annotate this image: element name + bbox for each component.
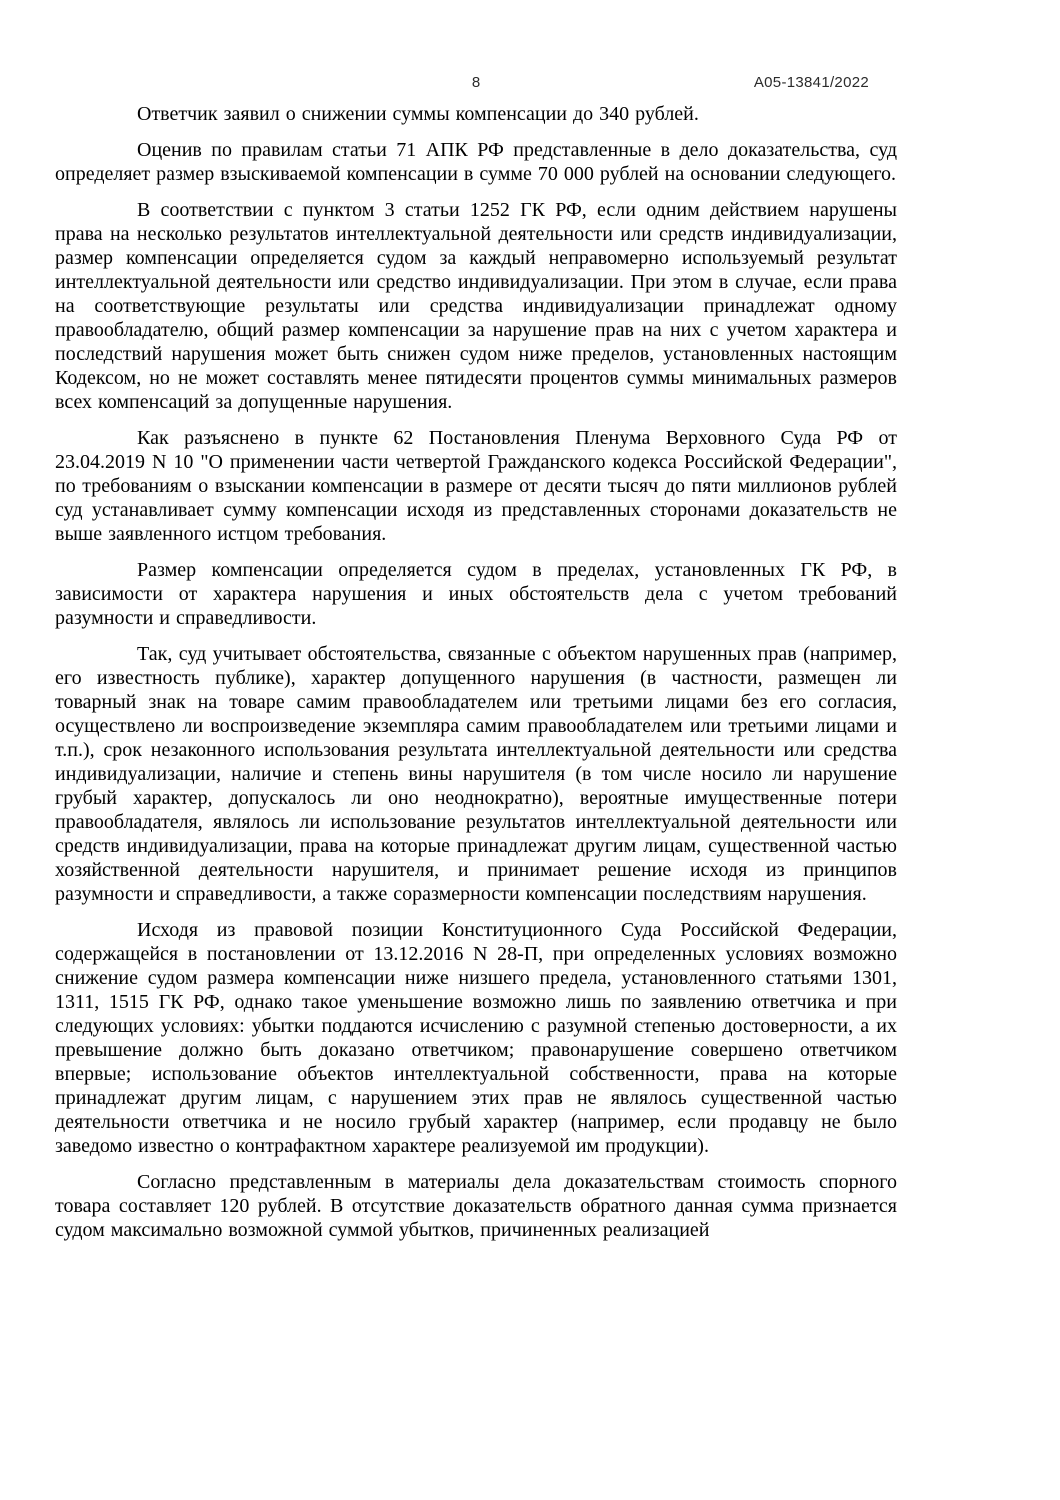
page-number: 8 [471,74,481,91]
paragraph-compensation-limits: Размер компенсации определяется судом в пределах, установленных ГК РФ, в зависимости от характера нарушения и иных обстоятельств дела с учетом требований разумности и справедливости. [55,559,897,629]
page-header [55,72,897,94]
paragraph-goods-cost: Согласно представленным в материалы дела доказательствам стоимость спорного товара составляет 120 рублей. В отсутствие доказательств обратного данная сумма признается судом максимально возможной суммой убытков, причиненных реализацией [55,1171,897,1241]
document-body [55,102,897,1254]
paragraph-plenum-resolution-62: Как разъяснено в пункте 62 Постановления Пленума Верховного Суда РФ от 23.04.2019 N 10 "О применении части четвертой Гражданского кодекса Российской Федерации", по требованиям о взыскании компенсации в размере от десяти тысяч до пяти миллионов рублей суд устанавливает сумму компенсации исходя из представленных сторонами доказательств не выше заявленного истцом требования. [55,427,897,545]
paragraph-court-considerations: Так, суд учитывает обстоятельства, связанные с объектом нарушенных прав (например, его известность публике), характер допущенного нарушения (в частности, размещен ли товарный знак на товаре самим правообладателем или третьими лицами без его согласия, осуществлено ли воспроизведение экземпляра самим правообладателем или третьими лицами и т.п.), срок незаконного использования результата интеллектуальной деятельности или средства индивидуализации, наличие и степень вины нарушителя (в том числе носило ли нарушение грубый характер, допускалось ли оно неоднократно), вероятные имущественные потери правообладателя, являлось ли использование результатов интеллектуальной деятельности или средств индивидуализации, права на которые принадлежат другим лицам, существенной частью хозяйственной деятельности нарушителя, и принимает решение исходя из принципов разумности и справедливости, а также соразмерности компенсации последствиям нарушения. [55,643,897,905]
paragraph-article-1252: В соответствии с пунктом 3 статьи 1252 ГК РФ, если одним действием нарушены права на несколько результатов интеллектуальной деятельности или средств индивидуализации, размер компенсации определяется судом за каждый неправомерно используемый результат интеллектуальной деятельности или средство индивидуализации. При этом в случае, если права на соответствующие результаты или средства индивидуализации принадлежат одному правообладателю, общий размер компенсации за нарушение прав на них с учетом характера и последствий нарушения может быть снижен судом ниже пределов, установленных настоящим Кодексом, но не может составлять менее пятидесяти процентов суммы минимальных размеров всех компенсаций за допущенные нарушения. [55,199,897,413]
case-number: А05-13841/2022 [753,74,869,91]
paragraph-defendant-claim: Ответчик заявил о снижении суммы компенсации до 340 рублей. [137,103,699,125]
paragraph-constitutional-court-position: Исходя из правовой позиции Конституционного Суда Российской Федерации, содержащейся в постановлении от 13.12.2016 N 28-П, при определенных условиях возможно снижение судом размера компенсации ниже низшего предела, установленного статьями 1301, 1311, 1515 ГК РФ, однако такое уменьшение возможно лишь по заявлению ответчика и при следующих условиях: убытки поддаются исчислению с разумной степенью достоверности, а их превышение должно быть доказано ответчиком; правонарушение совершено ответчиком впервые; использование объектов интеллектуальной собственности, права на которые принадлежат другим лицам, с нарушением этих прав не являлось существенной частью деятельности ответчика и не носило грубый характер (например, если продавцу не было заведомо известно о контрафактном характере реализуемой им продукции). [55,919,897,1157]
paragraph-court-assessment: Оценив по правилам статьи 71 АПК РФ представленные в дело доказательства, суд определяет размер взыскиваемой компенсации в сумме 70 000 рублей на основании следующего. [55,139,897,185]
